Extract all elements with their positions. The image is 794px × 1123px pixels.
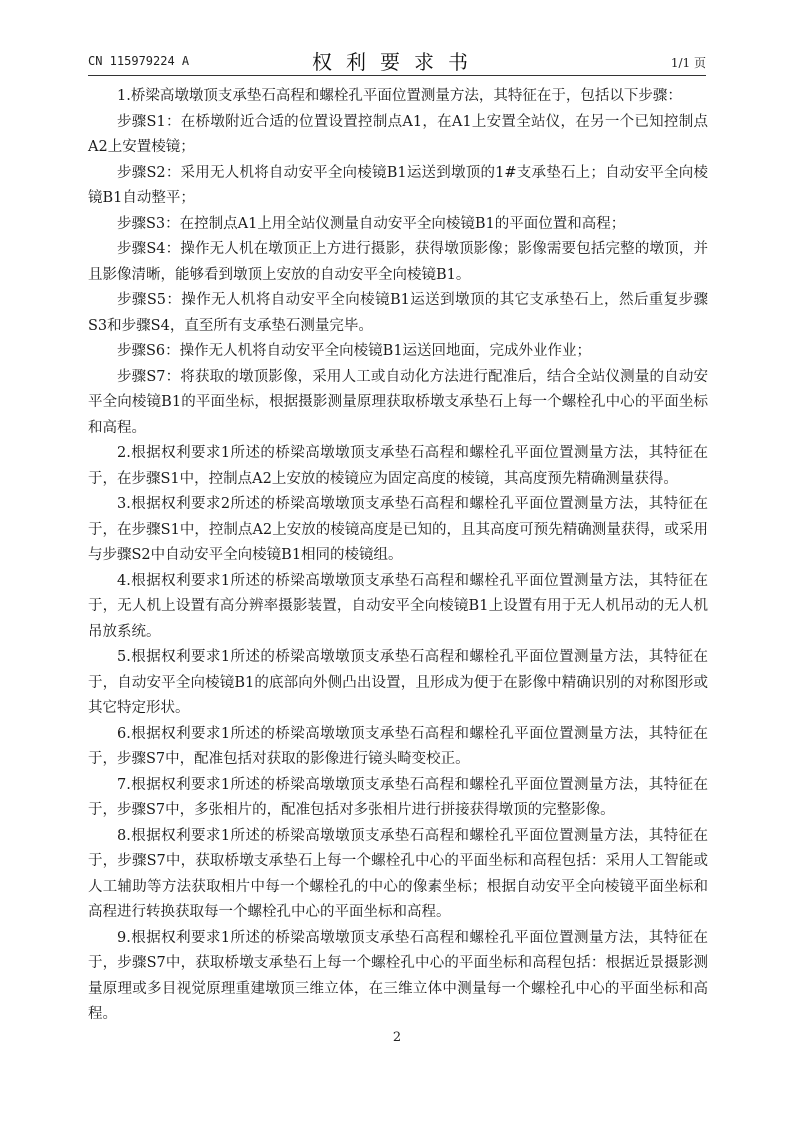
document-title: 权利要求书 [312, 50, 482, 74]
claim-paragraph: 步骤S7：将获取的墩顶影像，采用人工或自动化方法进行配准后，结合全站仪测量的自动安平全向棱镜B1的平面坐标，根据摄影测量原理获取桥墩支承垫石上每一个螺栓孔中心的平面坐标和高程。 [88, 368, 708, 436]
claim-paragraph: 1.桥梁高墩墩顶支承垫石高程和螺栓孔平面位置测量方法，其特征在于，包括以下步骤： [117, 88, 682, 104]
claim-paragraph: 步骤S5：操作无人机将自动安平全向棱镜B1运送到墩顶的其它支承垫石上，然后重复步骤S3和步骤S4，直至所有支承垫石测量完毕。 [88, 292, 708, 334]
page-info: 1/1 页 [670, 56, 706, 70]
publication-number: CN 115979224 A [88, 54, 190, 68]
claim-paragraph: 5.根据权利要求1所述的桥梁高墩墩顶支承垫石高程和螺栓孔平面位置测量方法，其特征在于，自动安平全向棱镜B1的底部向外侧凸出设置，且形成为便于在影像中精确识别的对称图形或其它特定形状。 [88, 649, 708, 716]
header-rule [88, 75, 706, 76]
claim-paragraph: 4.根据权利要求1所述的桥梁高墩墩顶支承垫石高程和螺栓孔平面位置测量方法，其特征在于，无人机上设置有高分辨率摄影装置，自动安平全向棱镜B1上设置有用于无人机吊动的无人机吊放系统。 [88, 572, 708, 640]
claim-paragraph: 步骤S4：操作无人机在墩顶正上方进行摄影，获得墩顶影像；影像需要包括完整的墩顶，并且影像清晰，能够看到墩顶上安放的自动安平全向棱镜B1。 [88, 241, 708, 283]
claim-paragraph: 9.根据权利要求1所述的桥梁高墩墩顶支承垫石高程和螺栓孔平面位置测量方法，其特征在于，步骤S7中，获取桥墩支承垫石上每一个螺栓孔中心的平面坐标和高程包括：根据近景摄影测量原理或多目视觉原理重建墩顶三维立体，在三维立体中测量每一个螺栓孔中心的平面坐标和高程。 [88, 929, 708, 1022]
page-header [88, 46, 706, 72]
page-number: 2 [392, 1030, 402, 1045]
claim-paragraph: 步骤S2：采用无人机将自动安平全向棱镜B1运送到墩顶的1#支承垫石上；自动安平全向棱镜B1自动整平； [88, 164, 708, 206]
claim-paragraph: 步骤S1：在桥墩附近合适的位置设置控制点A1，在A1上安置全站仪，在另一个已知控制点A2上安置棱镜； [88, 113, 708, 155]
claim-paragraph: 步骤S3：在控制点A1上用全站仪测量自动安平全向棱镜B1的平面位置和高程； [117, 215, 626, 232]
claims-body [88, 84, 708, 1028]
claim-paragraph: 步骤S6：操作无人机将自动安平全向棱镜B1运送回地面，完成外业作业； [117, 343, 592, 359]
claim-paragraph: 2.根据权利要求1所述的桥梁高墩墩顶支承垫石高程和螺栓孔平面位置测量方法，其特征在于，在步骤S1中，控制点A2上安放的棱镜应为固定高度的棱镜，其高度预先精确测量获得。 [88, 445, 708, 487]
claim-paragraph: 7.根据权利要求1所述的桥梁高墩墩顶支承垫石高程和螺栓孔平面位置测量方法，其特征在于，步骤S7中，多张相片的，配准包括对多张相片进行拼接获得墩顶的完整影像。 [88, 776, 708, 818]
claim-paragraph: 8.根据权利要求1所述的桥梁高墩墩顶支承垫石高程和螺栓孔平面位置测量方法，其特征在于，步骤S7中，获取桥墩支承垫石上每一个螺栓孔中心的平面坐标和高程包括：采用人工智能或人工辅助等方法获取相片中每一个螺栓孔的中心的像素坐标；根据自动安平全向棱镜平面坐标和高程进行转换获取每一个螺栓孔中心的平面坐标和高程。 [88, 827, 708, 920]
claim-paragraph: 6.根据权利要求1所述的桥梁高墩墩顶支承垫石高程和螺栓孔平面位置测量方法，其特征在于，步骤S7中，配准包括对获取的影像进行镜头畸变校正。 [88, 725, 708, 767]
claim-paragraph: 3.根据权利要求2所述的桥梁高墩墩顶支承垫石高程和螺栓孔平面位置测量方法，其特征在于，在步骤S1中，控制点A2上安放的棱镜高度是已知的，且其高度可预先精确测量获得，或采用与步骤S2中自动安平全向棱镜B1相同的棱镜组。 [88, 496, 708, 563]
